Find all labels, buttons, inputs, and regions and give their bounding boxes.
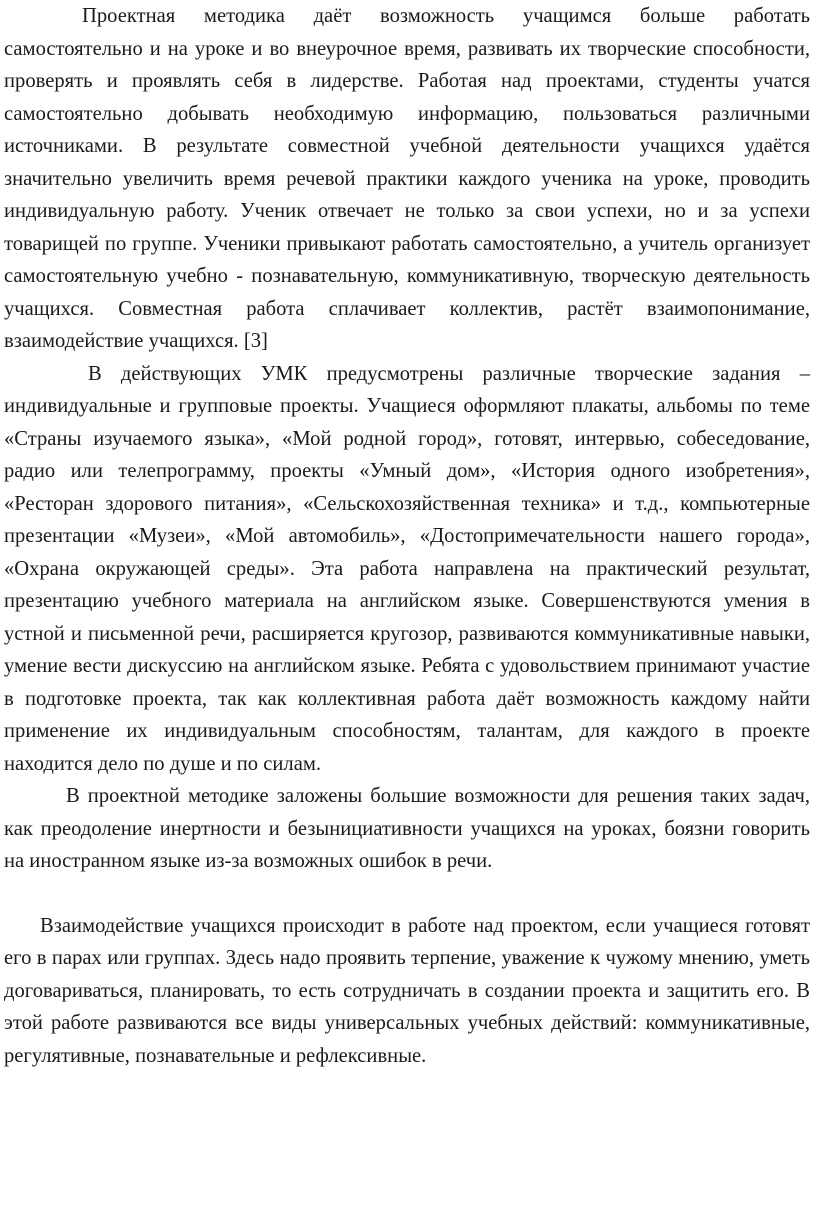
paragraph-spacer <box>4 878 810 910</box>
paragraph-student-interaction: Взаимодействие учащихся происходит в работе над проектом, если учащиеся готовят его в парах или группах. Здесь надо проявить терпение, уважение к чужому мнению, уметь договариваться, планировать, то есть сотрудничать в создании проекта и защитить его. В этой работе развиваются все виды универсальных учебных действий: коммуникативные, регулятивные, познавательные и рефлексивные. <box>4 914 810 1067</box>
paragraph-umk-creative-tasks: В действующих УМК предусмотрены различные творческие задания – индивидуальные и групповые проекты. Учащиеся оформляют плакаты, альбомы по теме «Страны изучаемого языка», «Мой родной город», готовят, интервью, собеседование, радио или телепрограмму, проекты «Умный дом», «История одного изобретения», «Ресторан здорового питания», «Сельскохозяйственная техника» и т.д., компьютерные презентации «Музеи», «Мой автомобиль», «Достопримечательности нашего города», «Охрана окружающей среды». Эта работа направлена на практический результат, презентацию учебного материала на английском языке. Совершенствуются умения в устной и письменной речи, расширяется кругозор, развиваются коммуникативные навыки, умение вести дискуссию на английском языке. Ребята с удовольствием принимают участие в подготовке проекта, так как коллективная работа даёт возможность каждому найти применение их индивидуальным способностям, талантам, для каждого в проекте находится дело по душе и по силам. <box>4 362 810 775</box>
paragraph-project-method-benefits: Проектная методика даёт возможность учащимся больше работать самостоятельно и на уроке и во внеурочное время, развивать их творческие способности, проверять и проявлять себя в лидерстве. Работая над проектами, студенты учатся самостоятельно добывать необходимую информацию, пользоваться различными источниками. В результате совместной учебной деятельности учащихся удаётся значительно увеличить время речевой практики каждого ученика на уроке, проводить индивидуальную работу. Ученик отвечает не только за свои успехи, но и за успехи товарищей по группе. Ученики привыкают работать самостоятельно, а учитель организует самостоятельную учебно - познавательную, коммуникативную, творческую деятельность учащихся. Совместная работа сплачивает коллектив, растёт взаимопонимание, взаимодействие учащихся. [3] <box>4 5 810 352</box>
paragraph-project-possibilities: В проектной методике заложены большие возможности для решения таких задач, как преодоление инертности и безынициативности учащихся на уроках, боязни говорить на иностранном языке из-за возможных ошибок в речи. <box>4 785 810 872</box>
